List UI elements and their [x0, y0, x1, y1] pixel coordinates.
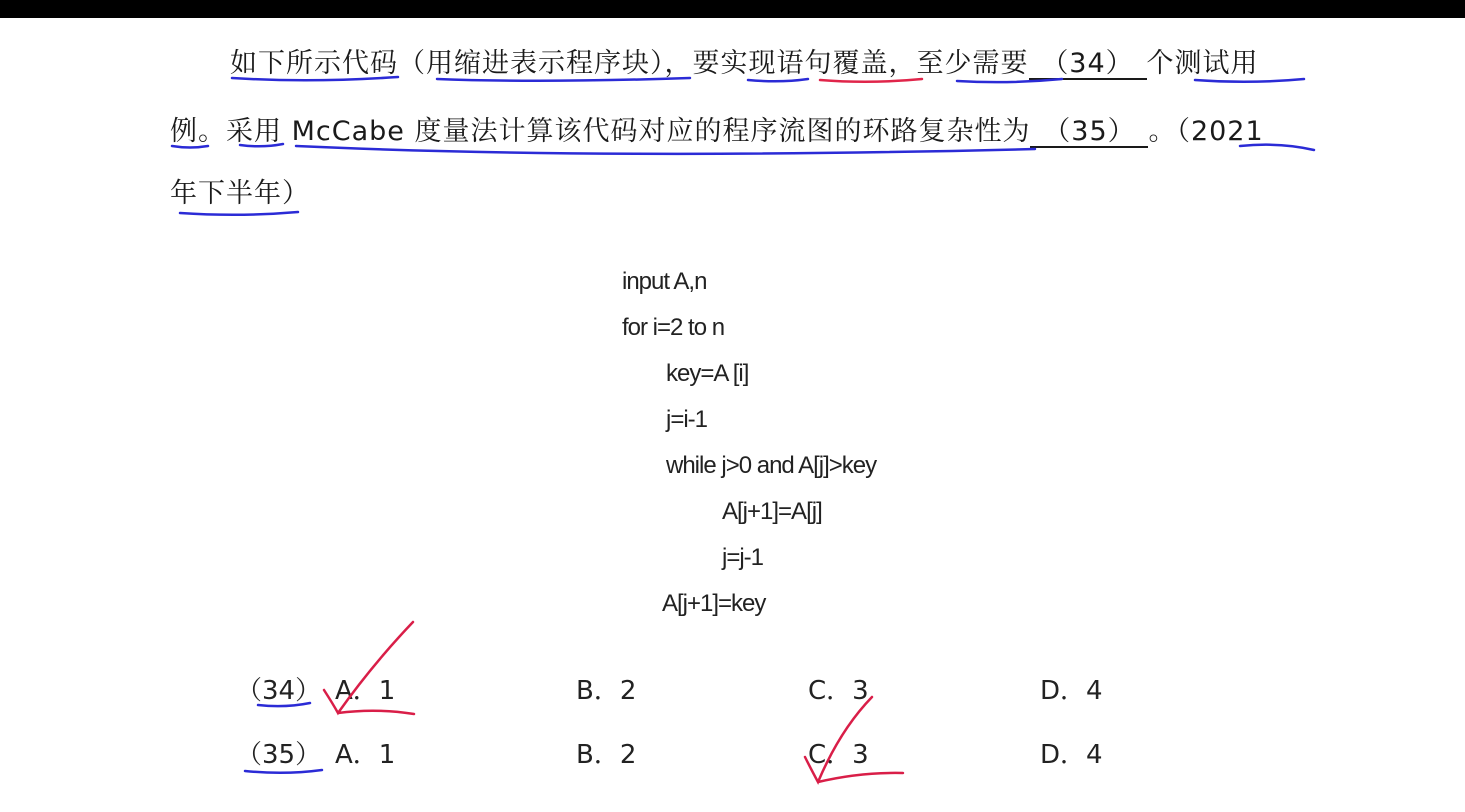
code-line: A[j+1]=A[j]	[722, 498, 822, 525]
option-35-a[interactable]: A．1	[335, 740, 396, 770]
option-34-b[interactable]: B．2	[576, 676, 637, 706]
question-text-3: 年下半年）	[170, 178, 310, 209]
question-line-1	[230, 41, 1259, 80]
option-35-d[interactable]: D．4	[1040, 740, 1103, 770]
code-line: j=j-1	[722, 544, 764, 571]
option-34-c[interactable]: C．3	[808, 676, 869, 706]
code-line: j=i-1	[666, 406, 708, 433]
question-text-1-tail: 个测试用	[1146, 48, 1259, 79]
blank-34: （34）	[1029, 50, 1147, 80]
question-text-2-tail: 。（2021	[1148, 116, 1264, 147]
options-row-35	[0, 734, 1465, 768]
code-block	[622, 262, 876, 630]
question-text-1: 如下所示代码（用缩进表示程序块），要实现语句覆盖，至少需要	[230, 48, 1029, 79]
question-line-3	[170, 171, 310, 210]
question-text-2: 例。采用 McCabe 度量法计算该代码对应的程序流图的环路复杂性为	[170, 116, 1031, 147]
top-black-bar	[0, 0, 1465, 18]
option-35-c[interactable]: C．3	[808, 740, 869, 770]
question-number-35: （35）	[236, 740, 322, 770]
code-line: input A,n	[622, 268, 707, 295]
option-34-a[interactable]: A．1	[335, 676, 396, 706]
options-row-34	[0, 670, 1465, 704]
question-line-2	[170, 109, 1264, 148]
code-line: while j>0 and A[j]>key	[666, 452, 877, 479]
underline-mark	[180, 212, 298, 215]
blank-35: （35）	[1030, 118, 1148, 148]
code-line: key=A [i]	[666, 360, 749, 387]
option-34-d[interactable]: D．4	[1040, 676, 1103, 706]
code-line: A[j+1]=key	[662, 590, 766, 617]
question-number-34: （34）	[236, 676, 322, 706]
code-line: for i=2 to n	[622, 314, 725, 341]
option-35-b[interactable]: B．2	[576, 740, 637, 770]
